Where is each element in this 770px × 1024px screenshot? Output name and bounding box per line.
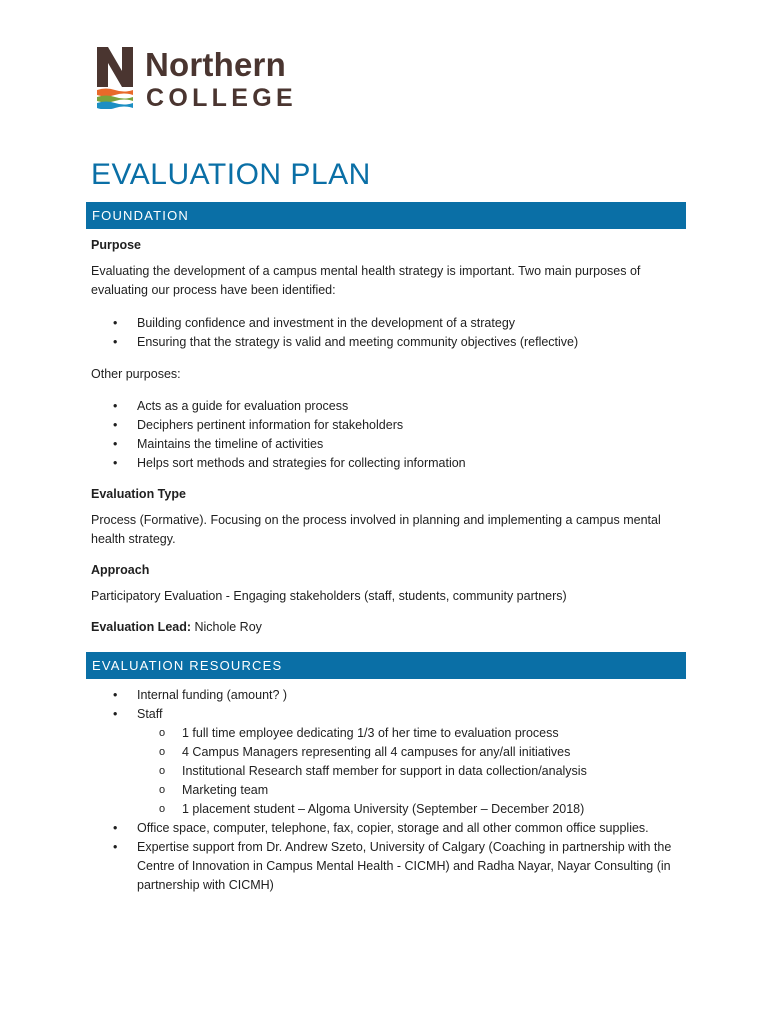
- list-item: • Helps sort methods and strategies for collecting information: [91, 454, 681, 473]
- foundation-section: [91, 236, 681, 637]
- resources-list: [91, 686, 681, 895]
- section-heading-foundation: FOUNDATION: [86, 202, 686, 229]
- other-purposes-label: Other purposes:: [91, 367, 181, 381]
- list-item: • Maintains the timeline of activities: [91, 435, 681, 454]
- northern-college-logo: [97, 47, 297, 111]
- evaluation-type-heading: Evaluation Type: [91, 487, 186, 501]
- page-title: EVALUATION PLAN: [91, 158, 371, 191]
- sub-list-item: o 1 placement student – Algoma University (September – December 2018): [91, 800, 681, 819]
- list-item: • Internal funding (amount? ): [91, 686, 681, 705]
- sub-list-item: o Marketing team: [91, 781, 681, 800]
- section-heading-evaluation-resources: EVALUATION RESOURCES: [86, 652, 686, 679]
- list-item: • Ensuring that the strategy is valid and meeting community objectives (reflective): [91, 333, 681, 352]
- list-item: • Building confidence and investment in the development of a strategy: [91, 314, 681, 333]
- logo-word-northern: Northern: [145, 46, 286, 83]
- purpose-list: [91, 314, 681, 352]
- list-item: • Office space, computer, telephone, fax, copier, storage and all other common office supplies.: [91, 819, 681, 838]
- sub-list-item: o 1 full time employee dedicating 1/3 of her time to evaluation process: [91, 724, 681, 743]
- list-item: • Deciphers pertinent information for stakeholders: [91, 416, 681, 435]
- evaluation-lead-value: Nichole Roy: [191, 620, 262, 634]
- list-item: • Acts as a guide for evaluation process: [91, 397, 681, 416]
- evaluation-type-text: Process (Formative). Focusing on the process involved in planning and implementing a campus mental health strategy.: [91, 513, 661, 546]
- evaluation-lead-label: Evaluation Lead:: [91, 620, 192, 634]
- sub-list-item: o Institutional Research staff member for support in data collection/analysis: [91, 762, 681, 781]
- list-item: • Staff: [91, 705, 681, 724]
- approach-heading: Approach: [91, 563, 150, 577]
- purpose-heading: Purpose: [91, 238, 142, 252]
- approach-text: Participatory Evaluation - Engaging stakeholders (staff, students, community partners): [91, 589, 567, 603]
- logo-mark-icon: [97, 47, 133, 109]
- purpose-text: Evaluating the development of a campus mental health strategy is important. Two main purposes of evaluating our process have been identified:: [91, 264, 641, 297]
- list-item: • Expertise support from Dr. Andrew Szeto, University of Calgary (Coaching in partnership with the Centre of Innovation in Campus Mental Health - CICMH) and Radha Nayar, Nayar Consulting (in partnership with CICMH): [91, 838, 681, 895]
- resources-section: [91, 686, 681, 895]
- sub-list-item: o 4 Campus Managers representing all 4 campuses for any/all initiatives: [91, 743, 681, 762]
- evaluation-lead: [91, 618, 681, 637]
- logo-word-college: COLLEGE: [146, 84, 297, 112]
- other-purposes-list: [91, 397, 681, 473]
